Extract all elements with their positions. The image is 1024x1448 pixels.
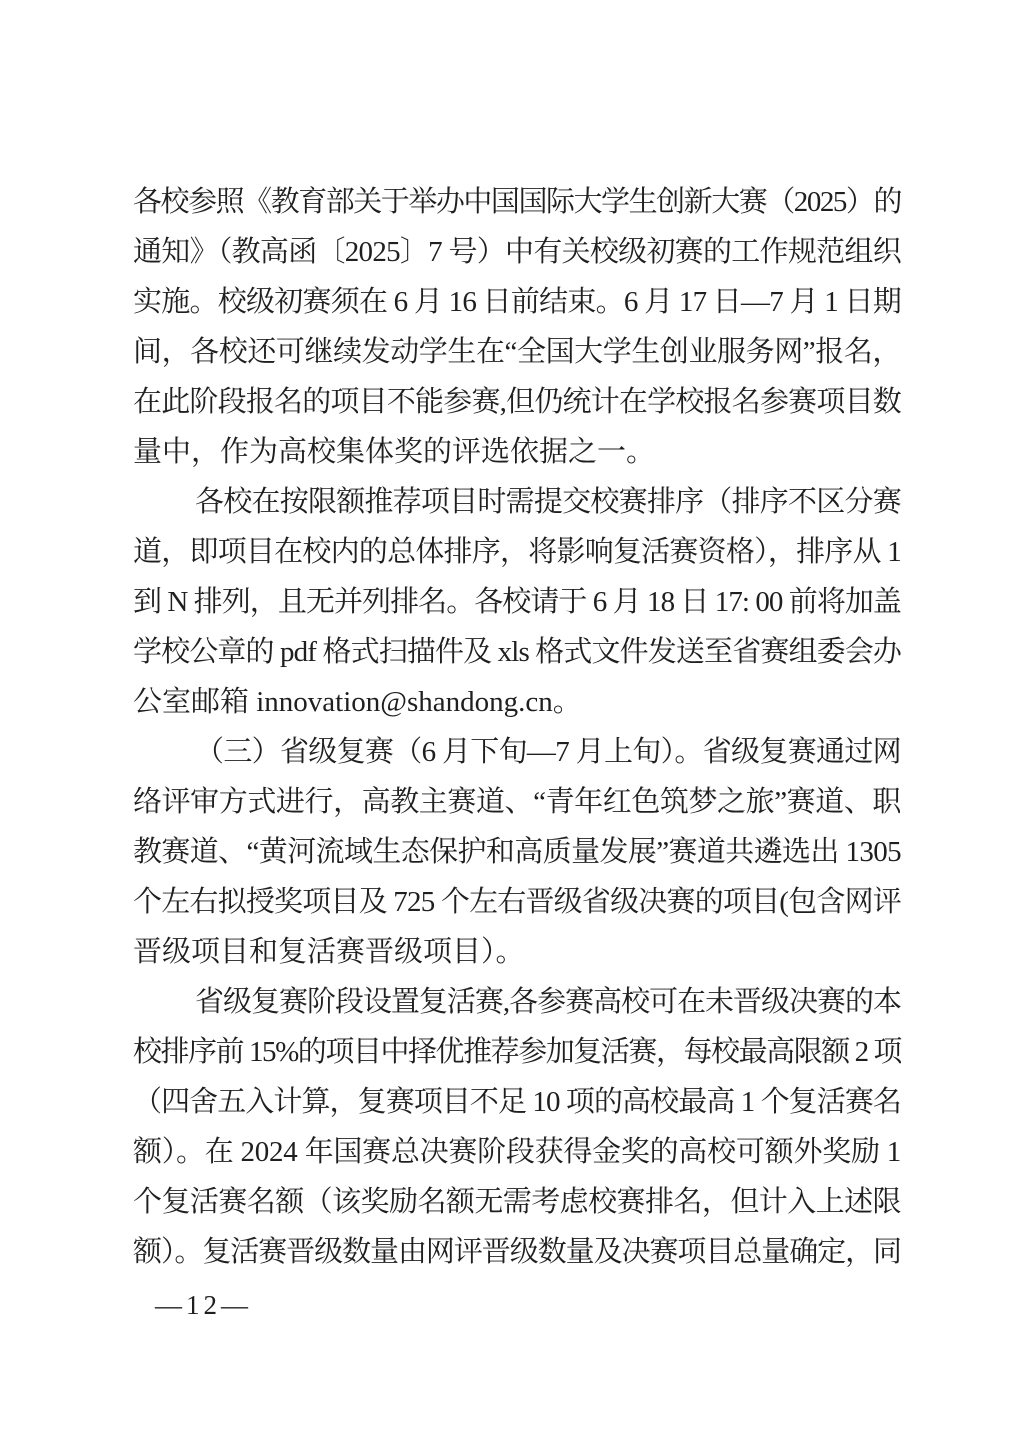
text-line: 省级复赛阶段设置复活赛,各参赛高校可在未晋级决赛的本 <box>195 986 901 1018</box>
text-line: （三）省级复赛（6 月下旬—7 月上旬）。省级复赛通过网 <box>195 736 901 768</box>
text-line: 学校公章的 pdf 格式扫描件及 xls 格式文件发送至省赛组委会办 <box>133 636 901 668</box>
text-line: 到 N 排列，且无并列排名。各校请于 6 月 18 日 17: 00 前将加盖 <box>133 586 901 618</box>
text-line: 实施。校级初赛须在 6 月 16 日前结束。6 月 17 日—7 月 1 日期 <box>133 286 901 318</box>
text-line: 在此阶段报名的项目不能参赛,但仍统计在学校报名参赛项目数 <box>133 386 901 418</box>
text-line: 各校在按限额推荐项目时需提交校赛排序（排序不区分赛 <box>195 486 901 518</box>
text-line: 校排序前 15%的项目中择优推荐参加复活赛，每校最高限额 2 项 <box>133 1036 901 1068</box>
text-line: 间，各校还可继续发动学生在“全国大学生创业服务网”报名， <box>133 336 901 368</box>
text-line: 个左右拟授奖项目及 725 个左右晋级省级决赛的项目(包含网评 <box>133 886 901 918</box>
text-line: 道，即项目在校内的总体排序，将影响复活赛资格），排序从 1 <box>133 536 901 568</box>
text-line: 额）。在 2024 年国赛总决赛阶段获得金奖的高校可额外奖励 1 <box>133 1136 901 1168</box>
page-number: —12— <box>155 1290 252 1320</box>
text-line: 额）。复活赛晋级数量由网评晋级数量及决赛项目总量确定，同 <box>133 1236 901 1268</box>
text-line: 晋级项目和复活赛晋级项目）。 <box>133 936 525 968</box>
text-line: 量中，作为高校集体奖的评选依据之一。 <box>133 436 656 468</box>
text-line: 教赛道、“黄河流域生态保护和高质量发展”赛道共遴选出 1305 <box>133 836 901 868</box>
text-line: 络评审方式进行，高教主赛道、“青年红色筑梦之旅”赛道、职 <box>133 786 901 818</box>
text-line: 通知》（教高函〔2025〕7 号）中有关校级初赛的工作规范组织 <box>133 236 901 268</box>
text-line: 各校参照《教育部关于举办中国国际大学生创新大赛（2025）的 <box>133 186 901 218</box>
text-line: 公室邮箱 innovation@shandong.cn。 <box>133 686 582 718</box>
page-body <box>133 177 901 1277</box>
text-line: 个复活赛名额（该奖励名额无需考虑校赛排名，但计入上述限 <box>133 1186 901 1218</box>
text-line: （四舍五入计算，复赛项目不足 10 项的高校最高 1 个复活赛名 <box>133 1086 901 1118</box>
